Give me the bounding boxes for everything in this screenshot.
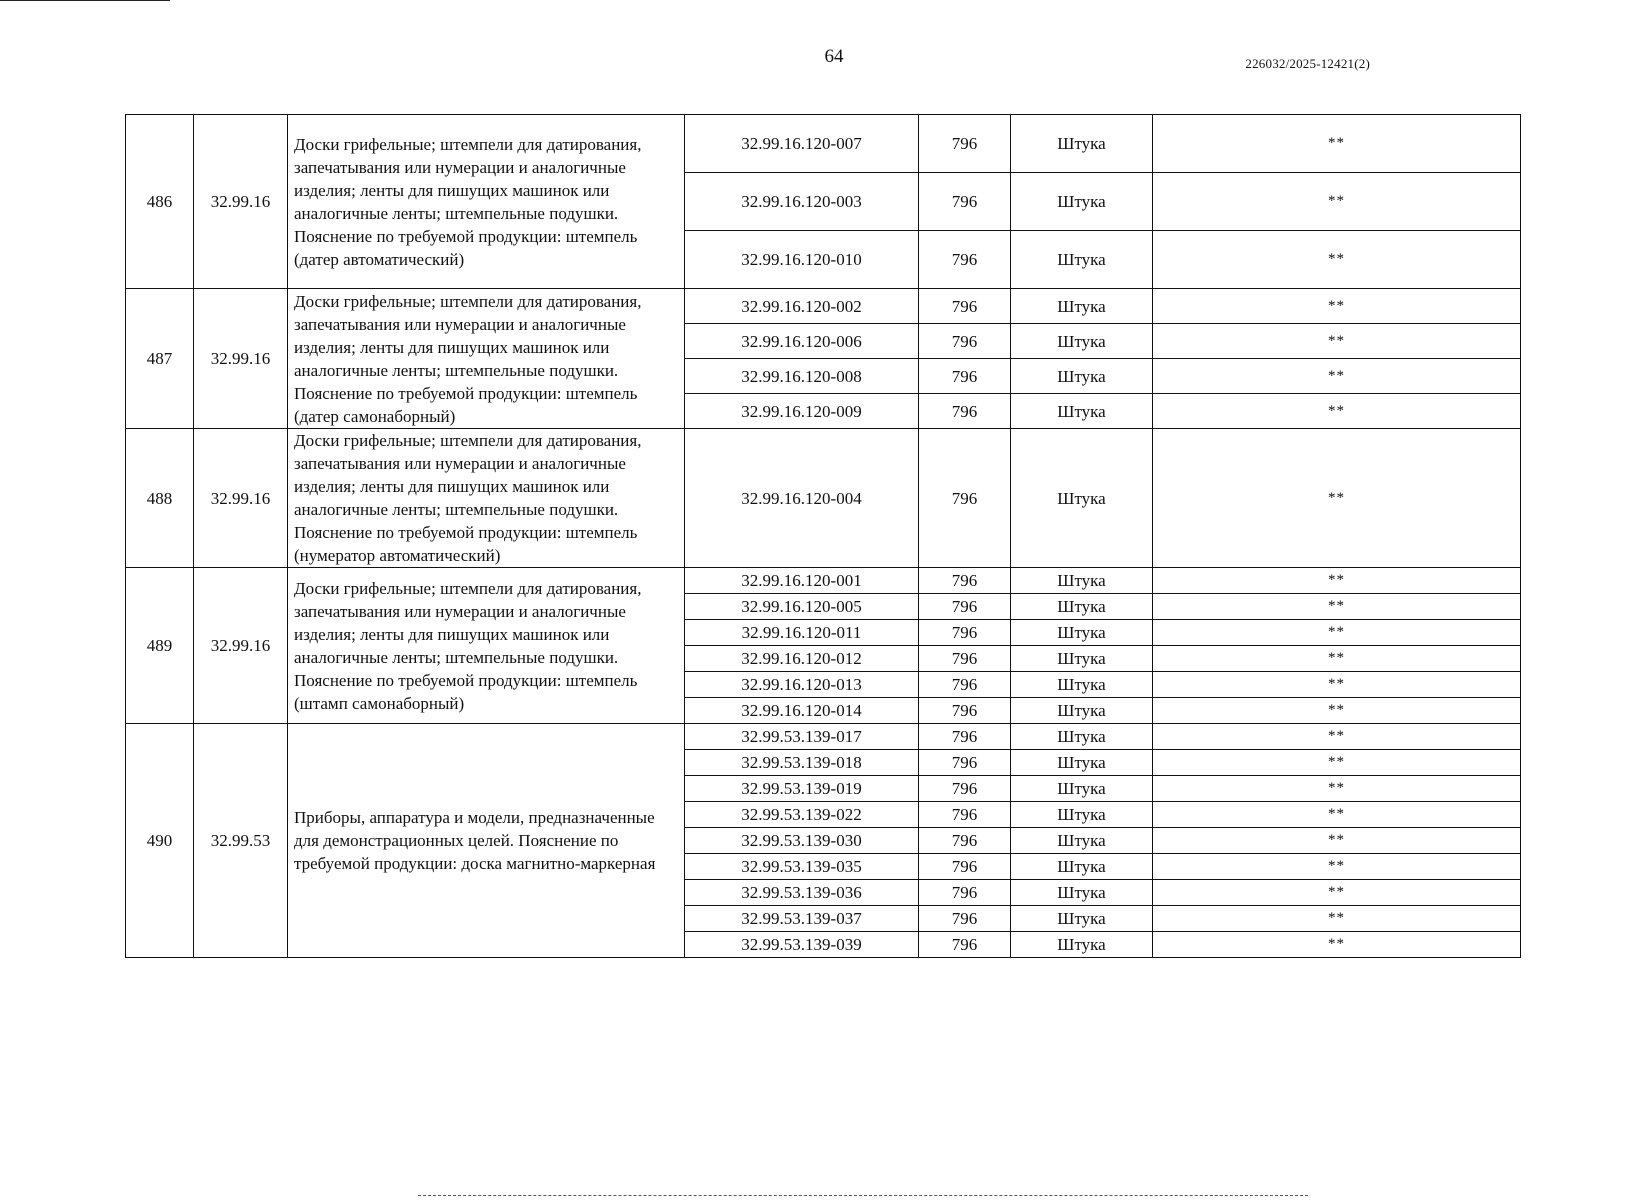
unit-cell: Штука <box>1011 231 1153 289</box>
unit-cell: Штука <box>1011 698 1153 724</box>
note-cell: ** <box>1153 854 1521 880</box>
unit-cell: Штука <box>1011 394 1153 429</box>
unit-cell: Штука <box>1011 776 1153 802</box>
unit-cell: Штука <box>1011 289 1153 324</box>
unit-cell: Штука <box>1011 802 1153 828</box>
note-cell: ** <box>1153 802 1521 828</box>
okei-code-cell: 796 <box>919 802 1011 828</box>
unit-cell: Штука <box>1011 828 1153 854</box>
okei-code-cell: 796 <box>919 776 1011 802</box>
ktru-code-cell: 32.99.16.120-001 <box>685 568 919 594</box>
note-cell: ** <box>1153 620 1521 646</box>
document-id: 226032/2025-12421(2) <box>1245 56 1370 71</box>
note-cell: ** <box>1153 880 1521 906</box>
okei-code-cell: 796 <box>919 115 1011 173</box>
ktru-code-cell: 32.99.16.120-007 <box>685 115 919 173</box>
okpd-code-cell: 32.99.53 <box>194 724 288 958</box>
unit-cell: Штука <box>1011 906 1153 932</box>
note-cell: ** <box>1153 115 1521 173</box>
product-description-cell: Приборы, аппаратура и модели, предназначенные для демонстрационных целей. Пояснение по требуемой продукции: доска магнитно-маркерная <box>288 724 685 958</box>
okei-code-cell: 796 <box>919 568 1011 594</box>
ktru-code-cell: 32.99.53.139-035 <box>685 854 919 880</box>
ktru-code-cell: 32.99.53.139-030 <box>685 828 919 854</box>
ktru-code-cell: 32.99.16.120-013 <box>685 672 919 698</box>
ktru-code-cell: 32.99.16.120-012 <box>685 646 919 672</box>
okpd-code-cell: 32.99.16 <box>194 289 288 429</box>
okpd-code-cell: 32.99.16 <box>194 115 288 289</box>
bottom-rule <box>418 1195 1308 1196</box>
okei-code-cell: 796 <box>919 854 1011 880</box>
note-cell: ** <box>1153 932 1521 958</box>
note-cell: ** <box>1153 672 1521 698</box>
ktru-code-cell: 32.99.53.139-019 <box>685 776 919 802</box>
unit-cell: Штука <box>1011 324 1153 359</box>
unit-cell: Штука <box>1011 173 1153 231</box>
row-number-cell: 488 <box>126 429 194 568</box>
note-cell: ** <box>1153 359 1521 394</box>
ktru-code-cell: 32.99.16.120-010 <box>685 231 919 289</box>
row-number-cell: 486 <box>126 115 194 289</box>
note-cell: ** <box>1153 906 1521 932</box>
okei-code-cell: 796 <box>919 394 1011 429</box>
okei-code-cell: 796 <box>919 932 1011 958</box>
note-cell: ** <box>1153 173 1521 231</box>
table-body <box>126 115 1521 958</box>
okei-code-cell: 796 <box>919 880 1011 906</box>
okei-code-cell: 796 <box>919 620 1011 646</box>
unit-cell: Штука <box>1011 854 1153 880</box>
page-number: 64 <box>824 46 844 67</box>
okpd-code-cell: 32.99.16 <box>194 429 288 568</box>
product-spec-table <box>125 114 1521 958</box>
ktru-code-cell: 32.99.53.139-036 <box>685 880 919 906</box>
unit-cell: Штука <box>1011 115 1153 173</box>
okei-code-cell: 796 <box>919 429 1011 568</box>
note-cell: ** <box>1153 594 1521 620</box>
ktru-code-cell: 32.99.53.139-018 <box>685 750 919 776</box>
okei-code-cell: 796 <box>919 698 1011 724</box>
unit-cell: Штука <box>1011 750 1153 776</box>
ktru-code-cell: 32.99.16.120-009 <box>685 394 919 429</box>
row-number-cell: 489 <box>126 568 194 724</box>
unit-cell: Штука <box>1011 594 1153 620</box>
okei-code-cell: 796 <box>919 231 1011 289</box>
ktru-code-cell: 32.99.53.139-022 <box>685 802 919 828</box>
ktru-code-cell: 32.99.16.120-003 <box>685 173 919 231</box>
ktru-code-cell: 32.99.16.120-004 <box>685 429 919 568</box>
ktru-code-cell: 32.99.16.120-014 <box>685 698 919 724</box>
unit-cell: Штука <box>1011 880 1153 906</box>
okei-code-cell: 796 <box>919 324 1011 359</box>
unit-cell: Штука <box>1011 359 1153 394</box>
note-cell: ** <box>1153 646 1521 672</box>
unit-cell: Штука <box>1011 620 1153 646</box>
note-cell: ** <box>1153 776 1521 802</box>
scan-edge-rule <box>0 0 170 1</box>
note-cell: ** <box>1153 394 1521 429</box>
table-row <box>126 289 1521 324</box>
okpd-code-cell: 32.99.16 <box>194 568 288 724</box>
note-cell: ** <box>1153 231 1521 289</box>
okei-code-cell: 796 <box>919 672 1011 698</box>
okei-code-cell: 796 <box>919 359 1011 394</box>
note-cell: ** <box>1153 828 1521 854</box>
okei-code-cell: 796 <box>919 289 1011 324</box>
okei-code-cell: 796 <box>919 750 1011 776</box>
row-number-cell: 487 <box>126 289 194 429</box>
unit-cell: Штука <box>1011 646 1153 672</box>
note-cell: ** <box>1153 289 1521 324</box>
note-cell: ** <box>1153 324 1521 359</box>
unit-cell: Штука <box>1011 672 1153 698</box>
unit-cell: Штука <box>1011 932 1153 958</box>
okei-code-cell: 796 <box>919 724 1011 750</box>
ktru-code-cell: 32.99.53.139-037 <box>685 906 919 932</box>
note-cell: ** <box>1153 750 1521 776</box>
ktru-code-cell: 32.99.16.120-008 <box>685 359 919 394</box>
ktru-code-cell: 32.99.16.120-006 <box>685 324 919 359</box>
table-row <box>126 568 1521 594</box>
ktru-code-cell: 32.99.53.139-039 <box>685 932 919 958</box>
note-cell: ** <box>1153 724 1521 750</box>
product-description-cell: Доски грифельные; штемпели для датирования, запечатывания или нумерации и аналогичные изделия; ленты для пишущих машинок или аналогичные ленты; штемпельные подушки. Пояснение по требуемой продукции: штемпель (нумератор автоматический) <box>288 429 685 568</box>
okei-code-cell: 796 <box>919 594 1011 620</box>
ktru-code-cell: 32.99.53.139-017 <box>685 724 919 750</box>
unit-cell: Штука <box>1011 724 1153 750</box>
product-description-cell: Доски грифельные; штемпели для датирования, запечатывания или нумерации и аналогичные изделия; ленты для пишущих машинок или аналогичные ленты; штемпельные подушки. Пояснение по требуемой продукции: штемпель (датер самонаборный) <box>288 289 685 429</box>
okei-code-cell: 796 <box>919 828 1011 854</box>
okei-code-cell: 796 <box>919 646 1011 672</box>
product-description-cell: Доски грифельные; штемпели для датирования, запечатывания или нумерации и аналогичные изделия; ленты для пишущих машинок или аналогичные ленты; штемпельные подушки. Пояснение по требуемой продукции: штемпель (датер автоматический) <box>288 115 685 289</box>
okei-code-cell: 796 <box>919 173 1011 231</box>
note-cell: ** <box>1153 429 1521 568</box>
ktru-code-cell: 32.99.16.120-011 <box>685 620 919 646</box>
table-row <box>126 429 1521 568</box>
product-description-cell: Доски грифельные; штемпели для датирования, запечатывания или нумерации и аналогичные изделия; ленты для пишущих машинок или аналогичные ленты; штемпельные подушки. Пояснение по требуемой продукции: штемпель (штамп самонаборный) <box>288 568 685 724</box>
table-row <box>126 724 1521 750</box>
table-row <box>126 115 1521 173</box>
okei-code-cell: 796 <box>919 906 1011 932</box>
ktru-code-cell: 32.99.16.120-002 <box>685 289 919 324</box>
ktru-code-cell: 32.99.16.120-005 <box>685 594 919 620</box>
row-number-cell: 490 <box>126 724 194 958</box>
unit-cell: Штука <box>1011 429 1153 568</box>
note-cell: ** <box>1153 568 1521 594</box>
note-cell: ** <box>1153 698 1521 724</box>
unit-cell: Штука <box>1011 568 1153 594</box>
